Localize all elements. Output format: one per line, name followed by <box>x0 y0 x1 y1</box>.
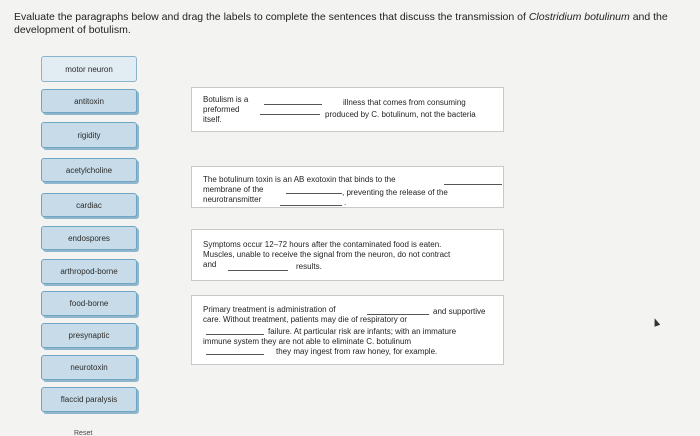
sentence-3-text-b: Muscles, unable to receive the signal from the neuron, do not contract <box>203 250 451 259</box>
sentence-3-text-a: Symptoms occur 12–72 hours after the contaminated food is eaten. <box>203 240 442 249</box>
label-text: flaccid paralysis <box>60 395 118 404</box>
label-cardiac[interactable] <box>41 193 137 217</box>
drop-zone-2c[interactable] <box>280 205 342 206</box>
reset-label: Reset <box>74 430 93 436</box>
instructions-text: Evaluate the paragraphs below and drag the labels to complete the sentences that discuss the transmission of <box>14 11 529 23</box>
sentence-1-text-b: preformed <box>203 105 240 114</box>
label-text: neurotoxin <box>70 363 108 372</box>
instructions-text-end: and the development of botulism. <box>14 11 668 36</box>
label-arthropod-borne[interactable] <box>41 259 137 284</box>
instructions-species: Clostridium botulinum <box>528 11 630 23</box>
sentence-1-text-d: illness that comes from consuming <box>343 98 466 107</box>
label-presynaptic[interactable] <box>41 323 137 348</box>
label-food-borne[interactable] <box>41 291 137 316</box>
drop-zone-1b[interactable] <box>260 114 320 115</box>
label-text: presynaptic <box>68 331 110 340</box>
label-text: motor neuron <box>65 64 113 74</box>
sentence-4-text-a: Primary treatment is administration of <box>203 305 336 314</box>
drop-zone-3a[interactable] <box>228 270 288 271</box>
sentence-4-text-e: immune system they are not able to eliminate C. botulinum <box>203 337 412 346</box>
sentence-box-3 <box>191 229 504 281</box>
label-flaccid-paralysis[interactable] <box>41 387 137 412</box>
sentence-2-text-e: . <box>344 198 347 207</box>
drop-zone-2b[interactable] <box>286 193 342 194</box>
label-text: rigidity <box>77 130 101 140</box>
sentence-1-text-e: produced by C. botulinum, not the bacteria <box>325 110 476 119</box>
sentence-2-text-d: neurotransmitter <box>203 195 262 204</box>
sentence-4-text-f: they may ingest from raw honey, for example. <box>276 347 438 356</box>
label-motor-neuron[interactable] <box>41 56 137 82</box>
label-acetylcholine[interactable] <box>41 158 137 182</box>
sentence-2-text-a: The botulinum toxin is an AB exotoxin that binds to the <box>203 175 396 184</box>
label-text: endospores <box>68 233 110 243</box>
sentence-4-text-c: care. Without treatment, patients may die of respiratory or <box>203 315 408 324</box>
sentence-1-text-c: itself. <box>203 115 222 124</box>
sentence-3-text-c: and <box>203 260 217 269</box>
mouse-cursor-icon <box>652 317 660 327</box>
sentence-1-text-a: Botulism is a <box>203 95 249 104</box>
instructions <box>14 11 694 36</box>
sentence-box-4 <box>191 295 504 365</box>
sentence-box-1 <box>191 87 504 132</box>
drop-zone-2a[interactable] <box>444 184 502 185</box>
label-neurotoxin[interactable] <box>41 355 137 380</box>
label-endospores[interactable] <box>41 226 137 250</box>
label-text: acetylcholine <box>65 165 113 175</box>
sentence-3-text-d: results. <box>296 262 322 271</box>
label-text: arthropod-borne <box>60 267 118 276</box>
drop-zone-4b[interactable] <box>206 334 264 335</box>
drop-zone-4c[interactable] <box>206 354 264 355</box>
sentence-2-text-c: , preventing the release of the <box>342 188 448 197</box>
label-rigidity[interactable] <box>41 122 137 148</box>
sentence-box-2 <box>191 166 504 208</box>
label-text: antitoxin <box>74 96 104 106</box>
reset-button[interactable] <box>74 430 92 436</box>
label-text: food-borne <box>69 299 109 308</box>
sentence-4-text-d: failure. At particular risk are infants; with an immature <box>268 327 457 336</box>
label-antitoxin[interactable] <box>41 89 137 113</box>
sentence-4-text-b: and supportive <box>433 307 486 316</box>
label-text: cardiac <box>76 200 102 210</box>
drop-zone-1a[interactable] <box>264 104 322 105</box>
sentence-2-text-b: membrane of the <box>203 185 264 194</box>
